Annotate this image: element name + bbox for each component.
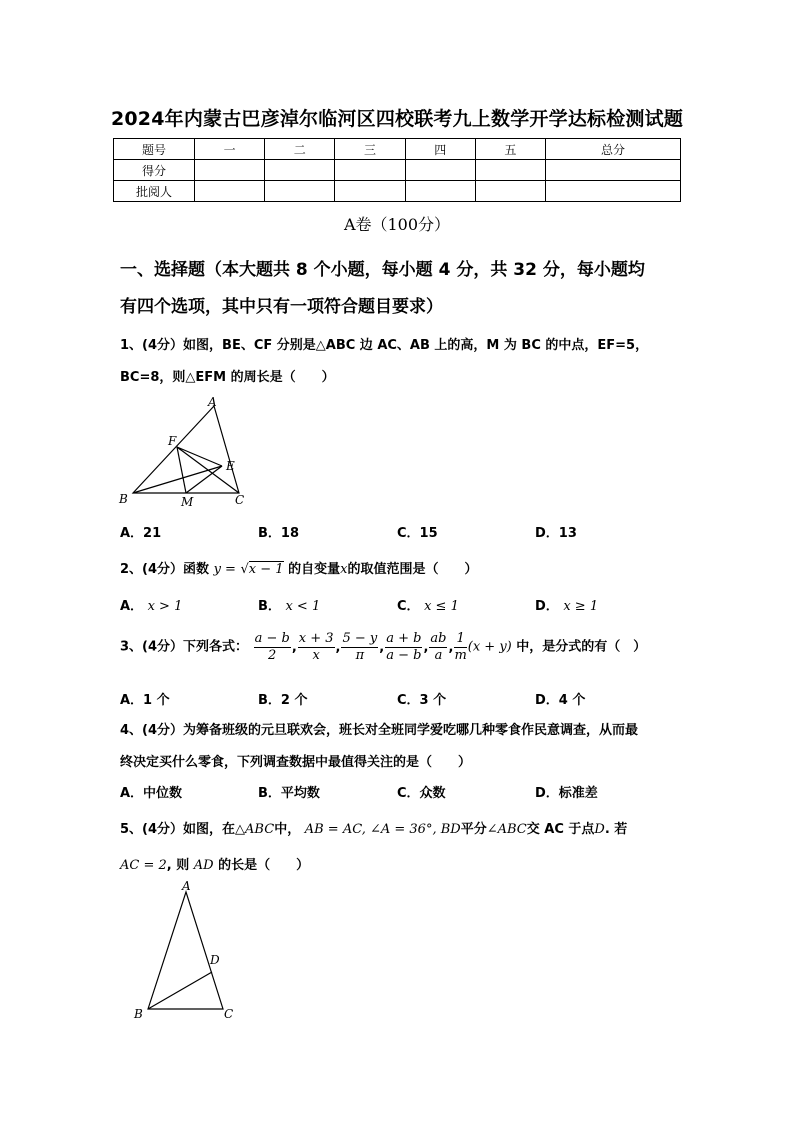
grader-cell[interactable] — [475, 181, 545, 202]
sqrt-icon: √ — [240, 562, 249, 577]
header-cell: 四 — [405, 139, 475, 160]
q5-angle: ∠ABC — [486, 822, 527, 837]
fig-label-B: B — [134, 1007, 143, 1021]
q3-fraction: $\frac{ab}{a}$ — [430, 631, 447, 663]
option-expr: x ≤ 1 — [424, 599, 459, 614]
q3-fraction: $\frac{x + 3}{x}$ — [298, 631, 334, 663]
exam-title: 2024年内蒙古巴彦淖尔临河区四校联考九上数学开学达标检测试题 — [110, 108, 684, 130]
q5-then: , 则 — [166, 858, 190, 873]
q4-option-b[interactable]: B．平均数 — [258, 786, 320, 801]
option-letter: A． — [120, 599, 144, 614]
option-expr: x > 1 — [147, 599, 183, 614]
q5-triangle-figure — [128, 876, 243, 1024]
q5-suffix: 的长是（ ） — [218, 858, 310, 873]
grader-cell[interactable] — [195, 181, 265, 202]
q4-line1: 4、(4分）为筹备班级的元旦联欢会，班长对全班同学爱吃哪几种零食作民意调查，从而最 — [120, 723, 639, 738]
q3-option-d[interactable]: D．4 个 — [535, 693, 586, 708]
option-letter: B． — [258, 599, 281, 614]
q5-point-d: D — [594, 822, 605, 837]
q3-fraction: $\frac{5 - y}{\pi}$ — [342, 631, 378, 663]
grader-row — [114, 181, 681, 202]
header-cell: 二 — [265, 139, 335, 160]
q1-line1: 1、(4分）如图，BE、CF 分别是△ABC 边 AC、AB 上的高，M 为 BC 的中点，EF=5， — [120, 338, 649, 353]
q4-option-c[interactable]: C．众数 — [397, 786, 446, 801]
row-label: 批阅人 — [114, 181, 195, 202]
q5-ad: AD — [193, 858, 214, 873]
grader-cell[interactable] — [405, 181, 475, 202]
q4-option-a[interactable]: A．中位数 — [120, 786, 183, 801]
q2-suffix-b: 的取值范围是（ ） — [347, 562, 478, 577]
q3-tail: (x + y) — [467, 639, 512, 655]
score-cell[interactable] — [195, 160, 265, 181]
grader-cell[interactable] — [546, 181, 681, 202]
q4-line2: 终决定买什么零食，下列调查数据中最值得关注的是（ ） — [120, 755, 472, 770]
option-expr: x < 1 — [285, 599, 321, 614]
score-cell[interactable] — [546, 160, 681, 181]
header-cell: 题号 — [114, 139, 195, 160]
score-cell[interactable] — [335, 160, 405, 181]
score-cell[interactable] — [265, 160, 335, 181]
fig-label-A: A — [182, 879, 191, 893]
fig-label-B: B — [119, 492, 128, 506]
score-cell[interactable] — [405, 160, 475, 181]
fig-label-E: E — [226, 459, 235, 473]
q5-cond2: 平分 — [460, 822, 487, 837]
q1-option-d[interactable]: D．13 — [535, 526, 577, 541]
q3-fraction: $\frac{a + b}{a - b}$ — [386, 631, 422, 663]
fig-label-C: C — [224, 1007, 234, 1021]
row-label: 得分 — [114, 160, 195, 181]
q3-option-b[interactable]: B．2 个 — [258, 693, 308, 708]
grader-cell[interactable] — [335, 181, 405, 202]
fig-label-F: F — [168, 434, 177, 448]
section1-line2: 有四个选项，其中只有一项符合题目要求） — [120, 297, 443, 317]
q5-line1 — [120, 818, 680, 837]
q3-stem: 3、(4分）下列各式： $\frac{a - b}{2}$ , $\frac{x + 3}{x}$ , $\frac{5 - y}{\pi}$ , $\frac{a + b}{a - b}$ , $\frac{ab}{a}$ , $\frac{1}{m}$ (x + y) 中，是分式的有（ ） — [120, 631, 647, 663]
part-a-heading: A卷（100分） — [343, 215, 451, 234]
q3-option-c[interactable]: C．3 个 — [397, 693, 447, 708]
option-letter: D． — [535, 599, 559, 614]
section1-line1: 一、选择题（本大题共 8 个小题，每小题 4 分，共 32 分，每小题均 — [120, 260, 645, 280]
header-cell: 五 — [475, 139, 545, 160]
q1-triangle-figure — [115, 395, 255, 510]
q2-option-a[interactable] — [120, 595, 182, 614]
q1-option-a[interactable]: A．21 — [120, 526, 162, 541]
q5-cond4: . 若 — [604, 822, 628, 837]
q5-cond: AB = AC, ∠A = 36°, BD — [304, 822, 461, 837]
q2-radicand: x − 1 — [248, 562, 284, 577]
q1-option-c[interactable]: C．15 — [397, 526, 438, 541]
q5-mid: 中， — [274, 822, 301, 837]
option-letter: C． — [397, 599, 420, 614]
fig-label-D: D — [210, 953, 220, 967]
q1-option-b[interactable]: B．18 — [258, 526, 299, 541]
q1-line2: BC=8，则△EFM 的周长是（ ） — [120, 370, 335, 385]
q5-cond3: 交 AC 于点 — [526, 822, 595, 837]
header-cell: 一 — [195, 139, 265, 160]
score-table — [113, 138, 681, 202]
header-cell: 三 — [335, 139, 405, 160]
q3-prefix: 3、(4分）下列各式： — [120, 639, 249, 655]
q2-func-lhs: y = — [213, 562, 236, 577]
q2-option-b[interactable] — [258, 595, 320, 614]
q5-prefix: 5、(4分）如图，在 — [120, 822, 236, 837]
q3-fraction: $\frac{a - b}{2}$ — [254, 631, 290, 663]
fig-label-A: A — [208, 395, 217, 409]
score-table-header-row — [114, 139, 681, 160]
q5-ac: AC = 2 — [120, 858, 167, 873]
q2-prefix: 2、(4分）函数 — [120, 562, 210, 577]
score-row — [114, 160, 681, 181]
grader-cell[interactable] — [265, 181, 335, 202]
q5-tri: △ABC — [235, 822, 275, 837]
q5-line2 — [120, 854, 680, 873]
header-cell: 总分 — [546, 139, 681, 160]
q2-option-d[interactable] — [535, 595, 598, 614]
q2-suffix-a: 的自变量 — [288, 562, 341, 577]
q2-var: x — [340, 562, 348, 577]
q2-stem — [120, 558, 680, 577]
fig-label-M: M — [181, 495, 194, 509]
q3-suffix: 中，是分式的有（ ） — [516, 639, 647, 655]
score-cell[interactable] — [475, 160, 545, 181]
q3-fraction: $\frac{1}{m}$ — [454, 631, 467, 663]
q4-option-d[interactable]: D．标准差 — [535, 786, 598, 801]
option-expr: x ≥ 1 — [563, 599, 599, 614]
fig-label-C: C — [235, 493, 245, 507]
q2-option-c[interactable] — [397, 595, 459, 614]
q3-option-a[interactable]: A．1 个 — [120, 693, 170, 708]
